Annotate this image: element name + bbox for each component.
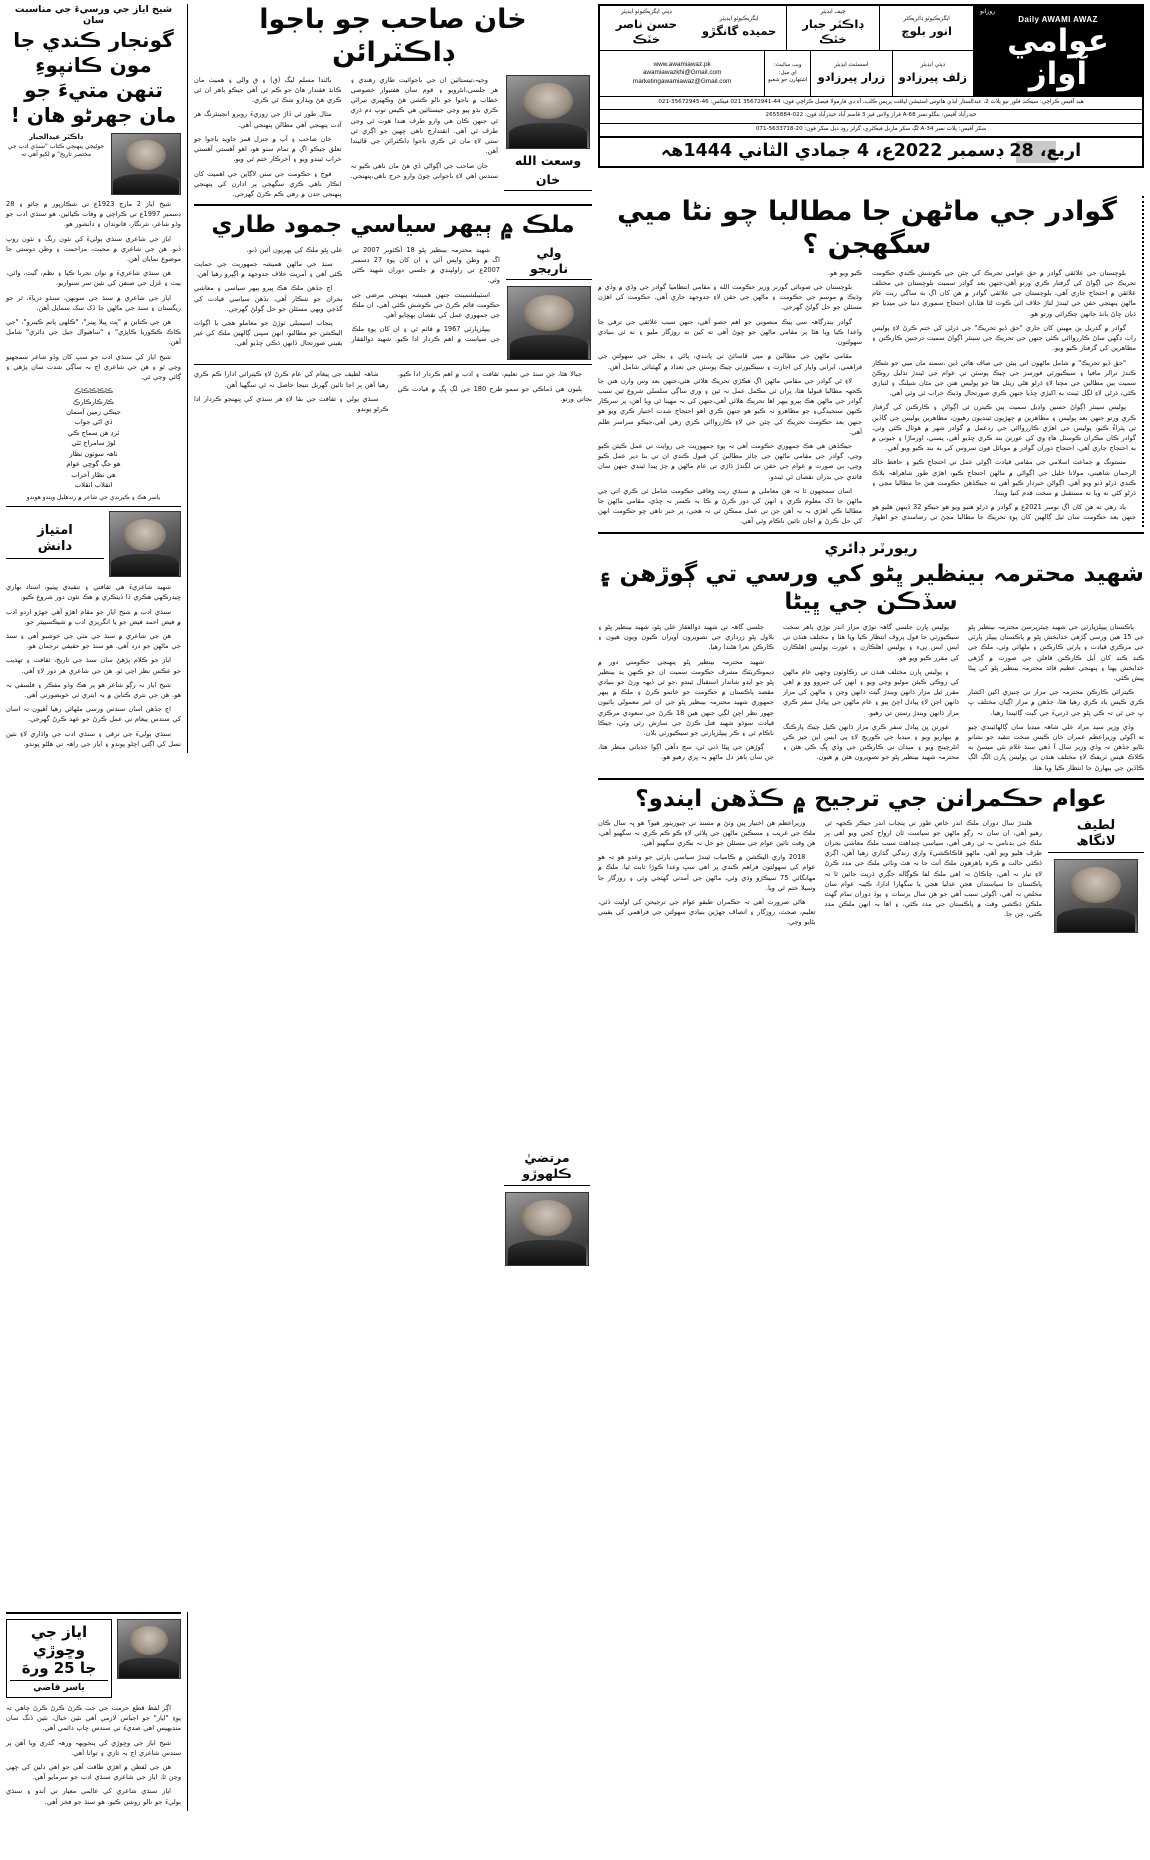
email-label: اي ميل: xyxy=(778,69,797,76)
paragraph: شاهہ لطيف جي پيغام کي عام ڪرڻ لاءِ ڪيترائي ادارا ڪم ڪري رهيا آهن پر اڃا تائين گهربل نتيجا حاصل نہ ٿي سگهيا آهن. xyxy=(194,370,389,389)
middle-column-pack xyxy=(194,4,592,414)
paragraph: هن سنڌي شاعريءَ ۾ نوان تجربا ڪيا ۽ نظم، گيت، وائي، بيت ۽ غزل جي صنفن کي نئين سر سنواريو. xyxy=(6,269,181,288)
paragraph: شهيد شاعريءَ هي ثقافتي ۽ تنقيدي ڀيٺيو، استاد بهاري ڇيدرڪهي هڪري ڏا ڏيٺڪري ۾ هڪ نئون دور شروع ڪيو. xyxy=(6,583,181,602)
middle-political-headline: ملڪ ۾ ٻيهر سياسي جمود طاري xyxy=(211,212,575,239)
paragraph: باڻندا مسلم ليگ (ق) ۽ ق والي ۽ هميٺ مان ڪانڌ فقتدار هاڻ جو ڪم ٿي آهي جيڪو ٻاهر ان ٿي ڪري هڻ ويڌارو شڪ ٿي ڪري. xyxy=(194,75,342,105)
staff-name: حميده گانگڙو xyxy=(701,24,777,39)
paragraph: سنڌي ادب ۾ شيخ اياز جو مقام اهڙو آهي جهڙو اردو ادب ۾ فيض احمد فيض جو يا انگريزي ادب ۾ شيڪسپيئر جو. xyxy=(6,607,181,626)
logo-corner-tag: روزانو xyxy=(980,8,996,15)
staff-name: حسن ناصر خٽڪ xyxy=(615,17,677,46)
paragraph: ۽ پوليس ڀارن مختلف هنڌن تي رڪاوٽون وجهي عام ماڻهن کي روڪي ڪيئن موٹيو وڃي ويو ۽ انهن کي جيروو وو ۾ اهي مقرر ٿيل مزار ڌانهن ويندڙ گيٽ ڌانهن وڃن ۽ ماڻهن کي مزار ڌانهن اجن لاءِ پيادل اچڻ ٻيو ۽ عام ماڻهن جي پيادل سفر ڪري مزار ڌانهن ويندڙ رستن تي رهيو. xyxy=(782,667,959,717)
staff-title: اسسٽنٽ ايڊيٽر xyxy=(834,61,869,68)
paragraph: اياز جو ڪلام پڙهڻ سان سنڌ جي تاريخ، ثقافت ۽ تهذيب جو عڪس نظر اچي ٿو. هن جي شاعري هر دور لاءِ آهي. xyxy=(6,656,181,675)
bottom-right-story xyxy=(598,785,1144,933)
left-headline-line2: تنهن متيءَ جو مان جهرٹو هان ! xyxy=(10,78,177,127)
author-note: جوٹيجي پنهنجي ڪتاب "سنڌي ادب جي مختصر تاريخ" ۾ لکيو آهي تہ xyxy=(7,143,105,158)
author-name-line1: مرتضيٰ xyxy=(524,1150,570,1165)
left-byline-row xyxy=(6,133,181,195)
staff-title: ايگزيڪيوٽو ڊائريڪٽر xyxy=(903,16,950,23)
paragraph: خان صاحب جي اڳواڻي ڏي هڻ مان ناهي ڪيو نہ سندس اهي لاءِ باجواني چوڻ وارو حرج ناهي،پنهنجي. xyxy=(350,161,498,180)
left-bottom-body xyxy=(6,1703,181,1807)
author-name-line1: لطيف xyxy=(1076,817,1116,833)
reporter-diary-story xyxy=(598,539,1144,773)
paragraph: شيخ اياز نہ رڳو شاعر هو پر هڪ وڏو مفڪر ۽ فلسفي بہ هو. هن جي نثري ڪتابن ۾ بہ ايتري ئي خوبصورتي آهي. xyxy=(6,680,181,699)
poem-line: هي نظار آخراب xyxy=(71,470,116,479)
middle-political-content xyxy=(194,245,592,361)
author-photo xyxy=(111,133,181,195)
poem-line: انقلاب انقلاب xyxy=(74,480,113,489)
paragraph: هن جي لفظن ۾ اهڙي طاقت آهي جو اهي دلين کي ڇهي وڃن ٿا. اياز جي شاعري سنڌي ادب جو سرمايو آهي. xyxy=(6,1763,181,1782)
paragraph: هن جي شاعري ۾ سنڌ جي مٽي جي خوشبو آهي ۽ سنڌ جي ماڻهن جو درد آهي. هو سنڌ جو حقيقي ترجمان هو. xyxy=(6,631,181,651)
logo-sindhi-name: عوامي آواز xyxy=(1007,23,1109,92)
author-name-line2: خان xyxy=(504,172,592,191)
diary-divider xyxy=(598,778,1144,780)
paragraph: پوليس ڀارن جلسي گاهہ توڙي مزار اندر توڙي ٻاهر سخت سيڪيورٽي جا قول پروف انتظار ڪيا ويا هئا ۽ مختلف هنڌن تي ايس ايس پيء ۽ پوليس اهلڪارن ۽ عورت پوليس اهلڪارن کي مقرر ڪيو ويو هو. xyxy=(783,623,959,662)
contact-labels xyxy=(765,51,811,96)
left-divider-2 xyxy=(6,1612,181,1614)
paragraph: ٻليون هي ڏماڪي جو سمو طرح 180 جي لڳ ڀڳ ۾ قيادت ڪي بجاتي ورتو. xyxy=(397,384,592,403)
staff-row-bottom xyxy=(600,51,974,96)
paragraph: هاڻي ضرورت آهي تہ حڪمران طبقو عوام جي ترجيحن کي اوليت ڏئي، تعليم، صحت، روزگار ۽ انصاف جهڙين بنيادي سهولتن جي فراهمي کي يقيني بڻايو وڃي. xyxy=(598,898,816,927)
staff-exec-editor xyxy=(693,6,787,51)
poem-line: ڪاڪاڪاڪاڪ xyxy=(73,387,114,396)
left-bottom-story xyxy=(6,1612,188,1811)
website-url[interactable]: www.awamiawaz.pk xyxy=(653,60,711,68)
paragraph: شيخ اياز 2 مارچ 1923ع تي شڪارپور ۾ ڄائو ۽ 28 ڊسمبر 1997ع تي ڪراچي ۾ وفات ڪيائين. هو سنڌي ادب جو وڏو شاعر، نثرنگار، قانوندان ۽ دانشور هو. xyxy=(6,200,181,229)
masthead-staff xyxy=(600,6,974,96)
staff-title: ڊپٽي ايگزيڪيوٽو ايڊيٽر xyxy=(620,9,672,16)
author-name-line2: ڪلهوڙو xyxy=(504,1166,590,1185)
paragraph: اسان سمجهون ٿا تہ هن معاملي ۾ سنڌي ريت وفاقي حڪومت شامل ٿي ڪري اتي جي ماڻهن جا ڏک معلوم ڪري ۽ انهن کي دور ڪرڻ ۾ ڪا بہ ڪسر نہ ڇڏي، مقامي ماڻهن جا مطالبا ڪي اهڙي بہ نہ آهن جن تي عمل ممڪن ٿي نہ هجي، پر خبر ناهي چو حڪومت انهن کي حل ڪرڻ ۾ اجان تائين ناڪام وئي آهي. xyxy=(598,486,862,526)
paragraph: اڳر لفظ قطع حرمت جي جٺ ڪرڻ ڪرڻ ڪرڻ چاهي تہ پوءِ "اياز" جو اڄياس لازمي آهي نئين خيال، نئين ڏنگ سان منڊيهيس اهي صديءَ تي سندس چاپ دائمي آهي. xyxy=(6,1704,181,1733)
poem-line: ڪارڪارڪارڪ xyxy=(73,397,114,406)
staff-title: ايگزيڪيوٽو ايڊيٽر xyxy=(719,16,759,23)
bottom-right-content xyxy=(598,818,1144,934)
author-photo xyxy=(1054,859,1138,933)
paragraph: فوج ۽ حڪومت جي سٺن لاڳاپن جي اهميت کان انڪار ناهي ڪري سگهجي پر ادارن کي پنهنجي پنهنجي حدن ۾ رهي ڪم ڪرڻ گهرجي. xyxy=(194,169,342,198)
date-bar xyxy=(600,136,1142,166)
address-karachi: هيڊ آفيس ڪراچي: سيڪنڊ فلور نيو پلاٽ 2، عبدالستار ايڌي هائوس استيشن لياقت پريس ڪلب، آء ڊي فارمولا فيصل ڪراچي فون: 44-35672941 021 فيڪس: 46-35672945-021 xyxy=(600,97,1142,110)
middle-divider-2 xyxy=(194,364,592,365)
publication-date: اربع، 28 ڊسمبر 2022ع، 4 جمادي الثاني 1444هہ xyxy=(660,140,1082,161)
paragraph: وڏي وزير سيد مراد علي شاهہ ميڊيا سان ڳالهائيندي چيو ته اڳوڻي وزيراعظم عمران خان ڪيس سخت تنقيد جو نشانو بڻايو جڏهن تہ وڏي وزير سال آ ڏهي سنڌ غلام نٿي ميسڻ به ڪلاڪ هيس ٽريفڪ لاءِ مختلف هنڌن تي پوليس ڀارن الڳ الڳ ڪاڏين جي بيهارڻ جا انتظار ڪيا ويا هئا. xyxy=(968,722,1144,772)
paragraph: شهيد محترمہ بينظير ڀٹو پنهنجي حڪومتي دور ۾ ڊيموڪريٽڪ مشرف حڪومت سميت ان جو ڪنهن يد بينظير ڀٹو جو ايڊو شاندار استقبال ٿيندو ،جو ٿي ڏيهہ ورڻ جو بنيادي مقصد پاڪستان ۾ حڪومت جو خاتمو ڪرڻ ۽ ملڪ ۾ ٻيهر جمهوري شهيد محترمہ بينظير ڀٹو جي ان غير معمولي ٻاٽيون جهور نظر اچن لڳي جنهن هين 18 ڪرڻ جي سعودي مرڪزي قيادت سوڌو شهيد قتل ڪرڻ جي سازش رٿي وئي، جيڪا ناڪام ٿي ۽ ڪر پيپلزپارٽي جو سيڪيورٽي بلان. xyxy=(598,657,775,738)
middle-political-body xyxy=(194,245,500,361)
paragraph: اڄ جڏهن اسان سندس ورسي ملهائي رهيا آهيون تہ اسان کي سندس پيغام تي عمل ڪرڻ جو عهد ڪرڻ گهرجي. xyxy=(6,705,181,724)
paragraph: وزيراعظم هن اختيار ڀين وٺڻ ۾ مسند تي چيوريٺور هيو؟ هو ڀہ سال ڪان ملڪ جي غريب ۽ مسڪين ماڻهن جي ڀلائي لاءِ ڪو ڪم ڪري نہ سگهيو آهي، هن وقت تائين عوام جي مسئلن جو حل نہ نڪري سگهيو آهي. xyxy=(598,818,816,848)
paragraph: سنڌي ٻوليءَ جي ترقي ۽ سنڌي ادب جي واڌاري لاءِ نئين نسل کي اڳتي اچڻو پوندو ۽ اياز جي راهہ تي هلڻو پوندو. xyxy=(6,729,181,748)
bottom-right-byline xyxy=(1048,818,1144,934)
middle-top-content xyxy=(194,75,592,199)
author-photo xyxy=(109,511,181,577)
paragraph: اسٽيبلشمينٽ جنهن هميشہ پنهنجي مرضي جي حڪومت قائم ڪرڻ جي ڪوشش ڪئي آهي، ان ملڪ جي جمهوري عمل کي نقصان پهچايو آهي. xyxy=(351,290,500,320)
staff-title: چيف ايڊيٽر xyxy=(820,9,846,16)
poem-line: ناهہ سوٺون نظار xyxy=(69,449,118,458)
ads-label: اشتهارن جو شعبو xyxy=(768,77,808,84)
masthead-top xyxy=(600,6,1142,96)
paragraph: پيپلزپارٽي 1967 ۾ قائم ٿي ۽ ان کان پوءِ ملڪ جي سياست ۾ اهم ڪردار ادا ڪيو. شهيد ذوالفقار علي ڀٹو ملڪ کي پهريون آئين ڏنو. xyxy=(246,245,500,344)
poem-line: هو جڳ گوڇي عوام xyxy=(66,460,121,469)
paragraph: شيخ اياز کي سنڌي ادب جو سڀ کان وڏو شاعر سمجهيو وڃي ٿو ۽ هن جي شاعري اڄ بہ ساڳي شدت سان پڙهي ۽ ڳائي وڃي ٿي. xyxy=(6,352,181,382)
left-imtiaz-body xyxy=(6,582,181,749)
staff-exec-director xyxy=(880,6,974,51)
paragraph: مقامي ماڻهن جي مطالبن ۾ ميي ڦاسائڻ تي پابندي، پاڻي ۽ بجلي جي سهولتن جي فراهمي، ايراني واپار کي اجازت ۽ سيڪيورٽي چيڪ پوسٽن جي تعداد ۾ گهٽتائي شامل آهن. xyxy=(598,352,862,371)
middle-divider-1 xyxy=(194,204,592,206)
paragraph: جبالا هٿا، جن سنڌ جي تعليم، ثقافت ۽ ادب ۾ اهم ڪردار ادا ڪيو. xyxy=(397,370,582,379)
author-name-line2: ناريجو xyxy=(506,261,592,280)
paragraph: ياد رهي ته هن کان اڳ نومبر 2021ع ۾ گوادر ۾ ڌرڻو هنيو ويو هو جيڪو 32 ڏينهن هليو هو جنهن بعد حڪومت سان ٿيل ڳالهين کان پوءِ تحريڪ جا مطالبا مڃڻ تي رضامندي جو اظهار ڪيو ويو هو. xyxy=(828,268,1136,522)
middle-political-story xyxy=(194,211,592,360)
left-headline-line1: گونجار ڪندي جا مون ڪانپوءِ xyxy=(13,28,174,77)
paragraph: پاڪستان پيپلزپارٽي جي شهيد چيئرپرسن محترمہ بينظير ڀٹو جي 15 هين ورسي ڳڙهي خدابخش ڀٹو ۾ پاڪستان پيپلز پارٽي جي مرڪزي قيادت ۽ پارٽي ڪارڪنن ۽ ملهائي وئي، ملڪ جي ڪنڊ ڪنڊ کان آيل ڪارڪنن قافلن جي صورت ۾ ڳڙهي خدابخش پهتا ۽ پنهنجي عظيم قائد محترمہ بينظير ڀٹو کي ڀيٹا پيش ڪئي. xyxy=(968,623,1144,683)
paragraph: گوادر بندرگاهہ سي پيڪ منصوبي جو اهم حصو آهي، جنهن سبب علائقي جي ترقي جا واعدا ڪيا ويا هئا پر مقامي ماڻهن جو چوڻ آهي ته کين نه روزگار مليو ۽ نه ئي بنيادي سهولتون. xyxy=(598,317,862,347)
middle-top-story xyxy=(194,4,592,199)
author-name-line2: دانش xyxy=(6,539,104,558)
staff-name: انور بلوچ xyxy=(901,24,952,39)
paragraph: ڳوڙهن جي ڀيٹا ڏني ٿي، سج دآهي اڳوا جذباتي منظر هئا، جن سان ٻاهر دل ماڻهو بہ ڀري رهيو هو. xyxy=(598,743,774,762)
left-imtiaz-story xyxy=(6,511,181,749)
bottom-right-body xyxy=(598,818,1042,934)
lead-divider xyxy=(598,532,1144,534)
paragraph: اياز جي شاعري ۾ سنڌ جي سونهن، سنڌو درياءَ، ٿر جو ريگستان ۽ سنڌ جي ماڻهن جا ڏک سک سمايل آهن. xyxy=(6,293,181,312)
paragraph: بلوچستان جي صوبائي گورنر وزير حڪومت الله ۽ مقامي انتظاميا گوادر جي وڏي ۾ وڏي ۾ وڌيڪ ۾ موسم جي حڪومت ۽ ماڻهن جي حقن لاءِ جدوجهد جاري آهي. حڪومت کي اهڙن مسئلن جو حل ڳولڻ گهرجي. xyxy=(598,283,862,312)
left-top-body xyxy=(6,199,181,382)
middle-top-byline xyxy=(504,75,592,199)
paragraph: هلندڙ سال دوران ملڪ اندر خاص طور تي پنجاب اندر جيڪر ڪجهہ ٿي رهيو آهي، ان سان نہ رڳو ماڻهن جو سياست ٿان ارواح کجي ويو آهي پر ملڪ جي بدنامي بہ ٿي رهي آهي، سياسي چنڊاهٽ سبب ملڪ معاشي بحران طرف هليو ويو آهي، ماڻهو ڦاڪاڪشيءَ واري زندگي گذاري رهيا آهن، اڳري ڏڪئي حالت ۾ ڪرہ ٻاهرهون ملڪ آتت جا بہ هٿ وٺائي ملڪ جي مدد ڪرڻ لاءِ تيار نہ آهي، چاڪاڻ تہ اهي ملڪ لفا ڪوڳاله جڳري ڌريت جائين ٿا تہ پاڪستان جا سياستدان هجن عدليا هجي يا سگهارا ادارا، ڪيبہ عوام سان مخلص نہ آهي، اڳوڻي سبب آهي جو هن سال برسات ۽ ٻوڏ دوران تمام گهٽ ملڪن ڌڪشي وقت ۾ پاڪستان جي مدد ڪئي، ۽ اها بہ انهن ملڪن مدد ڪئي، جن جا. xyxy=(824,818,1042,919)
paragraph: وحيہ،تيستائين ان جي باجواٽيت طاري رهندي ۽ هر جلسي،انٹرويو ۽ قوم سان هفتيوار خصوصي خطاب ۾ باجوا جو نالو ڪشي هڻ وڪهيري تيرائي ڪري بڌو پيو وڃي جيستائين هي ڪيس توپ دم ڌري ٿي جنهن ڪان هي وارو طرف هندا هوت ٿي وڃي طرف ٿي آهي. انقتدارڄ ناهي ڇهين جو اڳري ٿي ستي لاءِ مان ٿي ڪري باجوا ڊاڪٽرائن جي ڦاٿيندا آهن. xyxy=(350,75,498,156)
lead-headline: گوادر جي ماڻهن جا مطالبا چو نٹا ميي سگهجن ؟ xyxy=(617,196,1117,260)
paragraph: اياز جي شاعري سنڌي ٻوليءَ کي نئون رنگ ۽ نئون روپ ڏنو. هن جي شاعري ۾ محبت، مزاحمت ۽ وطن دوستي جا موضوع نمايان آهن. xyxy=(6,234,181,264)
paragraph: بلوچستان جي علائقي گوادر ۾ حق عوامي تحريڪ کي چٽن جي ڪوشش ڪندي حڪومت تحريڪ جي اڳواڻ کي گرفتار ڪري ورتو آهي،جنهن بعد گوادر سميت بلوچستان جي مختلف علائقن ۾ احتجاج جاري آهي، بلوچستان جي علائقي گوادر ۾ هن کان اڳ به ساڳي ريت عام ماڻهن پنهنجي حقن جي ٹيندڙ لتاڙ خلاف ائي ڪوٽ لٿا هئا،ان احتجاج سموري دنيا جي ميڊيا جو ڌيان ڇاڻ بانڌ ڄانهن چڪرائي ورتو هو. xyxy=(872,268,1136,318)
contact-values xyxy=(600,51,765,96)
paragraph: پنجاب اسيمبلي ٽوڙڻ جو معاملو هجي يا اڳواٽ اليڪشن جو مطالبو، انهن سڀني ڳالهين ملڪ کي غير يقيني صورتحال ڏانهن ڌڪي ڇڏيو آهي. xyxy=(194,319,343,348)
paragraph: اياز سنڌي شاعري کي عالمي معيار تي آندو ۽ سنڌي ٻوليءَ جو نالو روشن ڪيو. هو سنڌ جو فخر آهي. xyxy=(6,1787,181,1806)
paragraph: اڄ جڏهن ملڪ هڪ ڀيرو ٻيهر سياسي ۽ معاشي بحران جو شڪار آهي، تڏهن سياسي قيادت کي گڏجي ويهي مسئلن جو حل ڳولڻ گهرجي. xyxy=(194,284,343,313)
website-label: ويب سائيٽ: xyxy=(773,62,802,69)
author-name-line1: امتياز xyxy=(37,523,73,539)
poem-line: ڏي اٿي جواب xyxy=(74,418,113,427)
email-address[interactable]: awamiawazkhi@Gmail.com xyxy=(642,69,722,77)
poem-line: لوڙ سامراج ٿئي xyxy=(71,439,116,448)
author-name-line1: ولي xyxy=(536,244,562,260)
left-sign-off: ياسر هڪ ۽ ڪيرنڊي جي شاعر ۾ رندهليل ويندو هوندو xyxy=(26,494,161,502)
paragraph: خان صاحب ۽ آپ ۾ جنرل قمر جاويد باجوا جو تعلق جيڪو اڳ ۾ تمام سٺو هو، اهو آهستي آهستي خراب ٿيندو ويو ۽ آخرڪار ختم ٿي ويو. xyxy=(194,134,342,164)
author-name: ڊاڪٽر عبدالجبار xyxy=(29,133,83,141)
right-column-pack xyxy=(598,196,1144,933)
middle-top-headline: خان صاحب جو باجوا ڊاڪٽرائن xyxy=(259,4,527,68)
paragraph: گوادر ۾ گذريل ٻن مهينن کان جاري "حق ڏيو تحريڪ" جي ڌرڻي کي ختم ڪرڻ لاءِ پوليس رات ڊگهي ساڻ ڪاررواائي ڪئي جنهن جي تحريڪ جي سينئر اڳواڻ سميت درجنين ڪارڪنن ۽ مظاهرين کي گرفتار ڪيو ويو. xyxy=(872,323,1136,353)
left-bottom-head-row xyxy=(6,1619,181,1698)
left-bottom-headline-line1: اياز جي وڇوڙي xyxy=(30,1623,88,1659)
left-bottom-author: ياسر قاضي xyxy=(10,1680,108,1693)
author-photo xyxy=(506,75,590,149)
paragraph: پوليس سينئر اڳواڻ حسين واڍيل سميت ٻين ڪيترن ئي اڳواڻن ۽ ڪارڪنن کي گرفتار ڪري ورتو جنهن بعد پوليس ۽ مظاهرين ۾ جهڙپون ٿينديون رهيون، مظاهرين پوليس جي گاڏين تي پٿراءُ ڪيو، پوليس جي اهڙي ڪاررواائي جي ردعمل ۾ گوادر شهر ۾ هوٽال ڪئي وئي، گوادر ڪان مڪران ڪوسٽل هاءِ وي کي عورتن بند ڪري ڇڏيو آهي، پسني، اورماڙا ۽ جيوني ۾ به احتجاج جاري آهي، احتجاج دوران گوادر ۾ موبائل فون سروس کي به بند ڪيو ويو آهي. xyxy=(872,403,1136,453)
paragraph: جيڪڏهن هي هڪ جمهوري حڪومت آهي تہ پوءِ جمهوريت جي روايت تي عمل ڪيئن ڪيو وڃي، گوادر جي مقامي ماڻهن جي جائز مطالبن کي قبول ڪندي ان تي بنا دير عمل ڪيو وڃي، ٻي صورت ۾ عوام جي حقن تي لڳندڙ ڌاڙي تي عام ماڻهن ۾ چڙ پيدا ٿيندي جنهن سان فائدي جي بدران نقصان ٿي ٿيندو. xyxy=(598,441,862,481)
author-name-line1: وسعت الله xyxy=(514,152,582,168)
paragraph: جلسي گاهہ تي شهيد ذوالفقار علي ڀٹو، شهيد بينظير ڀٹو ۽ بلاول ڀٹو زرداري جي تصويرون آويزان ڪيون ويون هيون ۽ ڪارڪن نعرا هڻندا رهيا. xyxy=(598,623,774,652)
staff-assistant-editor xyxy=(811,51,892,96)
marketing-email[interactable]: marketingawamiawaz@Gmail.com xyxy=(632,77,732,85)
staff-name: زلف پيرزادو xyxy=(898,69,967,84)
author-photo xyxy=(117,1619,181,1679)
reporter-diary-body xyxy=(598,622,1144,773)
paragraph: شهيد محترمہ بينظير ڀٹو 18 آڪٽوبر 2007 تي اڱ ۾ وطن واپس آئي ۽ ان کان پوءِ 27 ڊسمبر 2007ع تي راولپنڊي ۾ جلسي دوران شهيد ڪئي وئي. xyxy=(351,245,500,285)
paragraph: ڪيترائي ڪارڪن محترمہ جي مزار تي چنيزي اکين اکشار ڪري ڪيس ياد ڪري رهيا هئا، جڏهن ۾ مزار اڳيان مختلف ڀ ڀ جي ٿي تہ ڪي ڀٹو جي ڌرتيءَ جي گيت ڳائيندا رهيا. xyxy=(968,688,1144,717)
paragraph: سنڌي ٻولي ۽ ثقافت جي بقا لاءِ هر سنڌي کي پنهنجو ڪردار ادا ڪرڻو پوندو. xyxy=(194,394,389,413)
paragraph: مثال طور ئي ڏاڙ جي زوريءَ روبرو انجينئرنگ هر آدت پنهنجي آهي مطالن پنهنجي آهي. xyxy=(194,110,342,129)
left-kicker: شيخ اياز جي ورسيءَ جي مناسبت سان xyxy=(14,4,173,26)
author-photo xyxy=(505,1192,589,1266)
left-column-pack xyxy=(6,4,188,753)
paragraph: سنڌ جي ماڻهن هميشہ جمهوريت جي حمايت ڪئي آهي ۽ آمريت خلاف جدوجهد ۾ اڳڀرو رهيا آهن. xyxy=(194,260,343,279)
lead-story xyxy=(598,196,1144,527)
lead-body xyxy=(598,268,1136,527)
staff-name: زرار پيرزادو xyxy=(817,69,886,84)
middle-political-byline xyxy=(506,245,592,361)
staff-deputy-exec-editor xyxy=(600,6,693,51)
paragraph: هن جي ڪتابن ۾ "ڀٽ ڀيلا ڀينر"، "ڪلهي پاتم ڪينرو"، "جي ڪاڪ ڪڪوريا ڪاپڙي" ۽ "ساهيوال جيل جي ڊائري" شامل آهن. xyxy=(6,318,181,347)
morteza-byline xyxy=(504,1150,590,1266)
address-hyderabad: حيدرآباد آفيس: بنگلو نمبر 68-A فراز ولاس فيز 3 قاسم آباد حيدرآباد فون: 022-2655884 xyxy=(600,110,1142,123)
staff-deputy-editor xyxy=(893,51,974,96)
author-name-line2: لانگاھ xyxy=(1048,834,1144,853)
office-addresses xyxy=(600,96,1142,136)
paragraph: مستونگ ۾ جماعت اسلامي جي مقامي قيادت اڳوڻي عمل تي احتجاج ڪيو ۽ حافظ خالد الرحمان شاهيني، مولانا خليل جي اڳواڻي ۾ ماڻهن احتجاج ڪيو، اهڙي طور شاهراهہ بلاڪ ڪندي ڌرڻو ڏنو ويو آهي. اڳواڻن خبردار ڪيو آهي ته جيڪڏهن حڪومت هنن جا مطالبا مڃي ۽ ڌرڻو کڻي نه ويا ته مستقبل ۾ سخت قدم کنيا ويندا. xyxy=(872,458,1136,497)
author-photo xyxy=(507,286,591,360)
left-divider-1 xyxy=(6,506,181,507)
middle-top-body xyxy=(194,75,498,199)
poem-block xyxy=(6,386,181,490)
reporter-diary-headline: شهيد محترمہ بينظير ڀٹو کي ورسي تي ڳوڙهن ۽ سڏڪن جي ڀيٹا xyxy=(598,560,1144,616)
left-bottom-headline-line2: جا 25 ورهَ xyxy=(21,1659,97,1677)
newspaper-logo xyxy=(974,6,1142,96)
paragraph: 2018 واري اليڪشن ۾ ڪامياب ٿيندڙ سياسي پارٽي جو وعدو هو تہ هو عوام کي سهولتون فراهم ڪندي پر اهي سڀ وعدا ڪوڙا ثابت ٿيا. ملڪ ۾ مهانگائي 75 سيڪڙو وڌي وئي، ماڻهن جي آمدني گهٽجي وئي ۽ روزگار جا وسيلا ختم ٿي ويا. xyxy=(598,853,816,892)
logo-latin-name: Daily AWAMI AWAZ xyxy=(1018,15,1098,24)
poem-line: ٺرڍ هن سماج ڪي xyxy=(67,428,120,437)
reporter-diary-tag: ريورٽر ڊائري xyxy=(824,538,918,557)
middle-morteza-body xyxy=(194,369,592,414)
imtiaz-byline xyxy=(6,511,181,577)
paragraph: لاءِ ٿي گوادر جي مقامي ماڻهن اڳ هڪڙي تحريڪ هلائي هئي،جنهن بعد وس وارن هنن جا ڪجهہ مطالبا قبوليا هئا، پران ٿي مڪمل عمل نہ ٿين ۽ وري ساڳي سلسلي شروع ٿين سبب گوادر جي ماڻهن هڪ ٻيرو ٻيهر اها تحريڪ هلائي آهي،جنهن کي بہ مهينا ٿي ويا آهن، پر سرڪار ڪنهن سنجيدگي۽ جو مظاهرو نہ ڪيو هو جنهن ڪري اهو احتجاج شدت اختيار ڪري ويو هو جنهن بعد حڪومت تحريڪ کي چٽن جي لاءِ ڪاررواائي ڪري رهي آهي،جيڪو سراسر ظلم آهي. xyxy=(598,376,862,436)
address-sukkur: سکر آفيس: پلاٽ نمبر 34-A لڳ سکر ماربل فيڪٽري، گرلز روڊ دٻل سکر فون: 20-5633718-071 xyxy=(755,125,987,132)
staff-row-top xyxy=(600,6,974,51)
staff-name: ڊاڪٽر جبار خٽڪ xyxy=(802,17,864,46)
poem-line: جيڪي زمين آسمان xyxy=(66,408,121,417)
paragraph: شيخ اياز جي وڇوڙي کي پنجويهہ ورهہ گذري ويا آهن پر سندس شاعري اڄ بہ تازي ۽ توانا آهي. xyxy=(6,1738,181,1757)
bottom-right-headline: عوام حڪمرانن جي ترجيح ۾ ڪڏهن ايندو؟ xyxy=(635,785,1107,812)
staff-chief-editor xyxy=(787,6,881,51)
masthead xyxy=(598,4,1144,168)
staff-title: ڊپٽي ايڊيٽر xyxy=(920,61,946,68)
left-top-story xyxy=(6,4,181,502)
paragraph: "حق ڏيو تحريڪ" ۾ شامل ماڻهون اتي ٻيئن جي صاف هاٿي ڏين ،سمند مان ميي جو شڪار ڪندڙ ترالر مافيا ۽ سيڪيورٽي فورسز جي چيڪ پوسٽن تي عوام جي ٹيندڙ تذليل روڪڻ سميت ٻين مطالبن جي مچتا لاءِ ڌرڻو هڻي ريٺل هئا جو پوليس هنن جي مٿان شيلنگ ۽ لٺبازي ڪئي، ڌرڻي لاءِ لڳل ٽينٽ به اکيڙي ڇڏيا جنهن ڪري صورتحال وڌيڪ خراب ٿي وئي آهي. xyxy=(872,358,1136,398)
paragraph: عورتن ڀن پيادل سفر ڪري مزار ڌانهن ڪيل چيڪ پارڪنگ ۾ بيهاريو ويو ۽ ميڊيا جي ڪوريج لاءِ ڀي ايس اين جيز ڪي انٹرچينج ويو ۽ ميدان تي ڪارڪنن جي وڏي ڀڳ ڪي هئن ۽ محترمہ شهيد بينظير ڀٹو جو تصويرون هٿن ۾ هيون. xyxy=(783,722,959,762)
